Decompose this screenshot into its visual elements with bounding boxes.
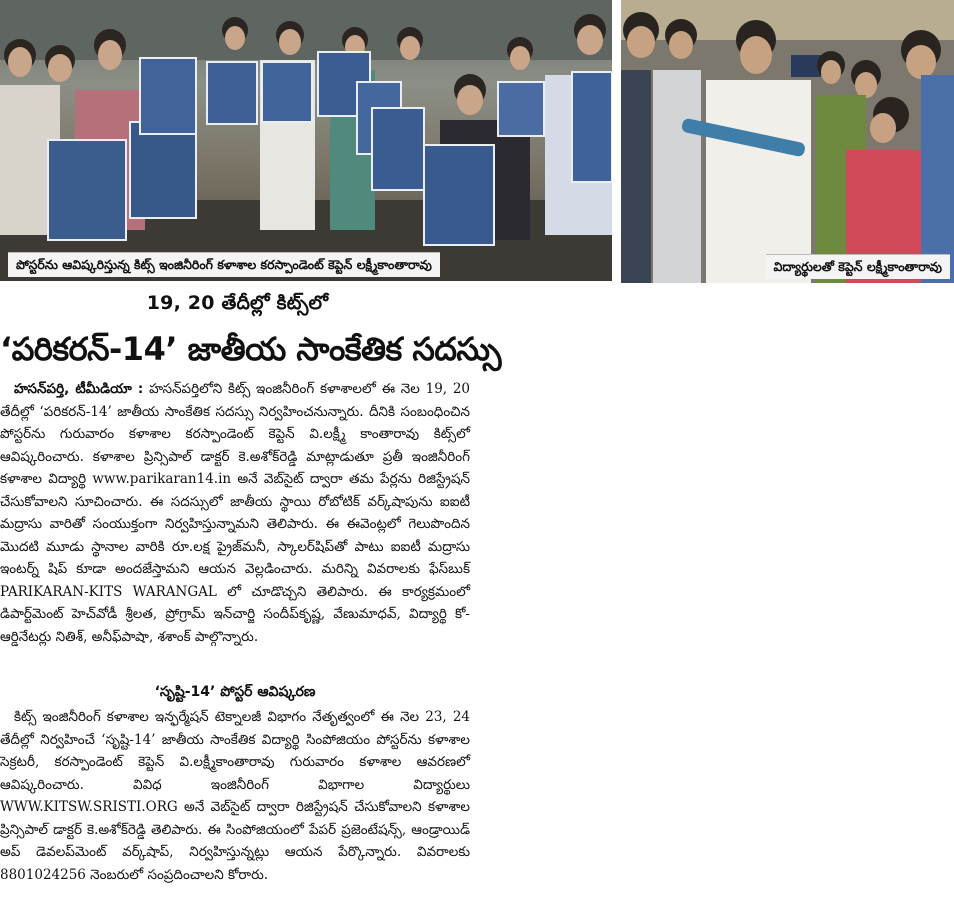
article-paragraph-1-text: హసన్‌పర్తిలోని కిట్స్ ఇంజినీరింగ్ కళాశాలలో ఈ నెల 19, 20 తేదీల్లో ‘పరికరన్-14’ జాతీయ సాంకేతిక సదస్సు నిర్వహించనున్నారు. దీనికి సంబంధించిన పోస్టర్‌ను గురువారం కళాశాల కరస్పాండెంట్ కెప్టెన్ వి.లక్ష్మీ కాంతారావు కిట్స్‌లో ఆవిష్కరించారు. కళాశాల ప్రిన్సిపాల్ డాక్టర్ కె.అశోక్‌రెడ్డి మాట్లాడుతూ ప్రతీ ఇంజినీరింగ్ కళాశాల విద్యార్థి www.parikaran14.in అనే వెబ్‌సైట్ ద్వారా తమ పేర్లను రిజిస్ట్రేషన్ చేసుకోవాలని సూచించారు. ఈ సదస్సులో జాతీయ స్థాయి రోబోటిక్ వర్క్‌షాపును ఐఐటీ మద్రాసు వారితో సంయుక్తంగా నిర్వహిస్తున్నామని తెలిపారు. ఈ ఈవెంట్లలో గెలుపొందిన మొదటి మూడు స్థానాల వారికి రూ.లక్ష ప్రైజ్‌మనీ, స్కాలర్‌షిప్‌తో పాటు ఐఐటీ మద్రాసు ఇంటర్న్ షిప్ కూడా అందజేస్తామని ఆయన వెల్లడించారు. మరిన్ని వివరాలకు ఫేస్‌బుక్ PARIKARAN-KITS WARANGAL లో చూడొచ్చని తెలిపారు. ఈ కార్యక్రమంలో డిపార్ట్‌మెంట్ హెచ్‌వోడీ శ్రీలత, ప్రోగ్రామ్ ఇన్‌చార్జి సందీప్‌కృష్ణ, వేణుమాధవ్, విద్యార్థి కో-ఆర్డినేటర్లు నితిశ్, అనీఫ్‌పాషా, శశాంక్ పాల్గొన్నారు. (0, 381, 470, 645)
article-paragraph-1 (0, 378, 470, 648)
article-dateline: హసన్‌పర్తి, టీమీడియా : (14, 381, 144, 397)
article-paragraph-2: కిట్స్ ఇంజినీరింగ్ కళాశాల ఇన్ఫర్మేషన్ టెక్నాలజీ విభాగం నేతృత్వంలో ఈ నెల 23, 24 తేదీల్లో నిర్వహించే ‘సృష్టి-14’ జాతీయ సాంకేతిక విద్యార్థి సింపోజియం పోస్టర్‌ను కళాశాల సెక్రటరీ, కరస్పాండెంట్ కెప్టెన్ వి.లక్ష్మీకాంతారావు గురువారం కళాశాల ఆవరణలో ఆవిష్కరించారు. వివిధ ఇంజినీరింగ్ విభాగాల విద్యార్థులు WWW.KITSW.SRISTI.ORG అనే వెబ్‌సైట్ ద్వారా రిజిస్ట్రేషన్ చేసుకోవాలని కళాశాల ప్రిన్సిపాల్ డాక్టర్ కె.అశోక్‌రెడ్డి తెలిపారు. ఈ సింపోజియంలో పేపర్ ప్రజెంటేషన్స్, ఆండ్రాయిడ్ అప్ డెవలప్‌మెంట్ వర్క్‌షాప్, నిర్వహిస్తున్నట్లు ఆయన పేర్కొన్నారు. వివరాలకు 8801024256 నెంబరులో సంప్రదించాలని కోరారు. (0, 709, 470, 883)
photo-caption-left: పోస్టర్‌ను ఆవిష్కరిస్తున్న కిట్స్ ఇంజినీరింగ్ కళాశాల కరస్పాండెంట్ కెప్టెన్ లక్ష్మీకాంతారావు (8, 252, 440, 277)
event-photo-with-students (621, 0, 954, 283)
article-headline: ‘పరికరన్-14’ జాతీయ సాంకేతిక సదస్సు (0, 330, 502, 368)
photo-caption-right: విద్యార్థులతో కెప్టెన్ లక్ష్మీకాంతారావు (766, 254, 950, 279)
photo-scene-right (621, 0, 954, 283)
photo-scene-left (0, 0, 612, 281)
event-photo-poster-unveiling (0, 0, 612, 281)
article-subheading: ‘సృష్టి-14’ పోస్టర్ ఆవిష్కరణ (154, 684, 316, 700)
article-kicker: 19, 20 తేదీల్లో కిట్స్‌లో (146, 292, 329, 314)
